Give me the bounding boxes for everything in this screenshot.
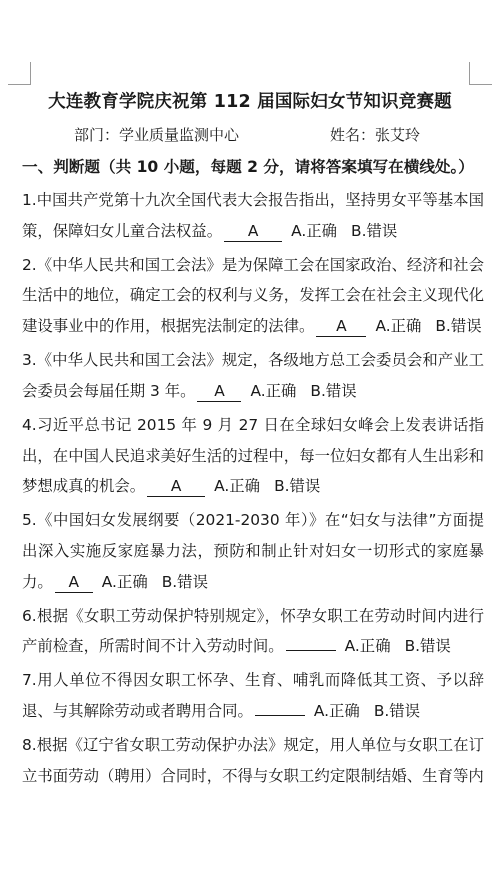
option-false: B.错误 <box>404 637 451 656</box>
corner-crop-mark-right <box>469 62 492 85</box>
option-false: B.错误 <box>161 572 208 591</box>
option-true: A.正确 <box>214 477 261 496</box>
question-8 <box>22 730 484 791</box>
answer-blank[interactable]: A <box>147 476 205 497</box>
section-heading: 一、判断题（共 10 小题，每题 2 分，请将答案填写在横线处。） <box>22 158 474 176</box>
document-title: 大连教育学院庆祝第 112 届国际妇女节知识竞赛题 <box>48 92 452 112</box>
option-false: B.错误 <box>274 477 321 496</box>
question-text: 2.《中华人民共和国工会法》是为保障工会在国家政治、经济和社会生活中的地位，确定工会的权利与义务，发挥工会在社会主义现代化建设事业中的作用，根据宪法制定的法律。 <box>22 255 484 335</box>
option-true: A.正确 <box>250 381 297 400</box>
question-text: 7.用人单位不得因女职工怀孕、生育、哺乳而降低其工资、予以辞退、与其解除劳动或者聘用合同。 <box>22 671 484 721</box>
option-true: A.正确 <box>344 637 391 656</box>
option-true: A.正确 <box>375 316 422 335</box>
question-text: 1.中国共产党第十九次全国代表大会报告指出，坚持男女平等基本国策，保障妇女儿童合法权益。 <box>22 191 484 240</box>
name-label: 姓名：张艾玲 <box>330 126 421 144</box>
department-label: 部门：学业质量监测中心 <box>74 126 240 144</box>
answer-blank[interactable]: A <box>197 381 241 402</box>
answer-blank[interactable]: A <box>55 572 93 593</box>
option-true: A.正确 <box>313 702 360 721</box>
answer-blank[interactable]: A <box>316 316 366 337</box>
question-text: 8.根据《辽宁省女职工劳动保护办法》规定，用人单位与女职工在订立书面劳动（聘用）合同时，不得与女职工约定限制结婚、生育等内 <box>22 736 484 785</box>
option-true: A.正确 <box>291 221 338 240</box>
question-text: 5.《中国妇女发展纲要（2021-2030 年）》在“妇女与法律”方面提出深入实施反家庭暴力法，预防和制止针对妇女一切形式的家庭暴力。 <box>22 511 484 591</box>
question-text: 4.习近平总书记 2015 年 9 月 27 日在全球妇女峰会上发表讲话指出，在中国人民追求美好生活的过程中，每一位妇女都有人生出彩和梦想成真的机会。 <box>22 415 484 496</box>
answer-blank[interactable]: A <box>224 221 282 242</box>
question-2 <box>22 250 484 342</box>
question-7 <box>22 665 484 726</box>
question-text: 6.根据《女职工劳动保护特别规定》，怀孕女职工在劳动时间内进行产前检查，所需时间不计入劳动时间。 <box>22 606 484 656</box>
question-5 <box>22 505 484 597</box>
question-1 <box>22 185 484 246</box>
question-text: 3.《中华人民共和国工会法》规定，各级地方总工会委员会和产业工会委员会每届任期 3 年。 <box>22 351 484 400</box>
question-4 <box>22 410 484 502</box>
answer-blank[interactable] <box>286 650 336 651</box>
corner-crop-mark-left <box>8 62 31 85</box>
option-false: B.错误 <box>435 316 482 335</box>
option-true: A.正确 <box>101 572 148 591</box>
question-section <box>22 152 484 795</box>
option-false: B.错误 <box>351 221 398 240</box>
option-false: B.错误 <box>373 702 421 721</box>
option-false: B.错误 <box>310 381 357 400</box>
question-6 <box>22 601 484 662</box>
question-3 <box>22 345 484 406</box>
answer-blank[interactable] <box>255 715 305 716</box>
